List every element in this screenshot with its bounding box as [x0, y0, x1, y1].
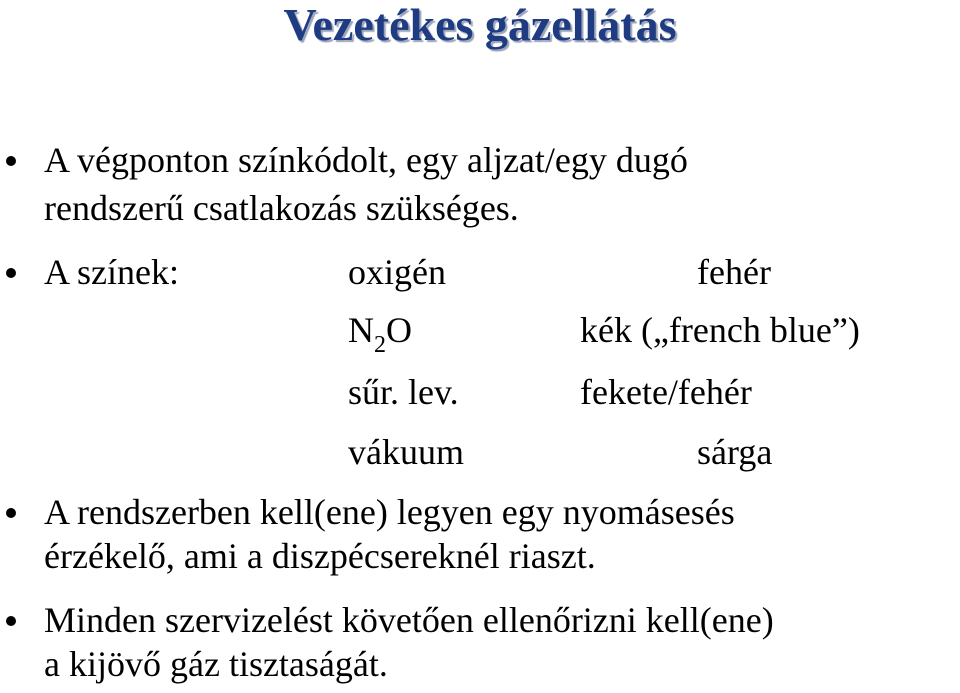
- bullet-dot-icon: [6, 268, 16, 278]
- color-value-oxygen: fehér: [697, 252, 771, 292]
- bullet-3-line-1: A rendszerben kell(ene) legyen egy nyomásesés: [44, 492, 735, 532]
- color-value-n2o: kék („french blue”): [580, 310, 860, 350]
- color-gas-n2o: [348, 308, 412, 357]
- bullet-dot-icon: [6, 616, 16, 626]
- color-value-vacuum: sárga: [697, 432, 773, 472]
- color-gas-compressed-air: sűr. lev.: [348, 372, 459, 412]
- n2o-tail: O: [386, 310, 412, 350]
- bullet-1-line-2: rendszerű csatlakozás szükséges.: [44, 188, 519, 228]
- n2o-subscript: 2: [374, 332, 386, 358]
- slide-title: Vezetékes gázellátás: [283, 0, 677, 50]
- bullet-4-line-1: Minden szervizelést követően ellenőrizni kell(ene): [44, 600, 774, 640]
- color-value-compressed-air: fekete/fehér: [580, 372, 752, 412]
- bullet-3-line-2: érzékelő, ami a diszpécsereknél riaszt.: [44, 536, 596, 576]
- bullet-2-label: A színek:: [44, 252, 179, 292]
- color-gas-vacuum: vákuum: [348, 432, 464, 472]
- bullet-1-line-1: A végponton színkódolt, egy aljzat/egy dugó: [44, 140, 688, 180]
- bullet-dot-icon: [6, 156, 16, 166]
- bullet-dot-icon: [6, 508, 16, 518]
- color-gas-oxygen: oxigén: [348, 252, 446, 292]
- bullet-4-line-2: a kijövő gáz tisztaságát.: [44, 644, 388, 684]
- n2o-main: N: [348, 310, 374, 350]
